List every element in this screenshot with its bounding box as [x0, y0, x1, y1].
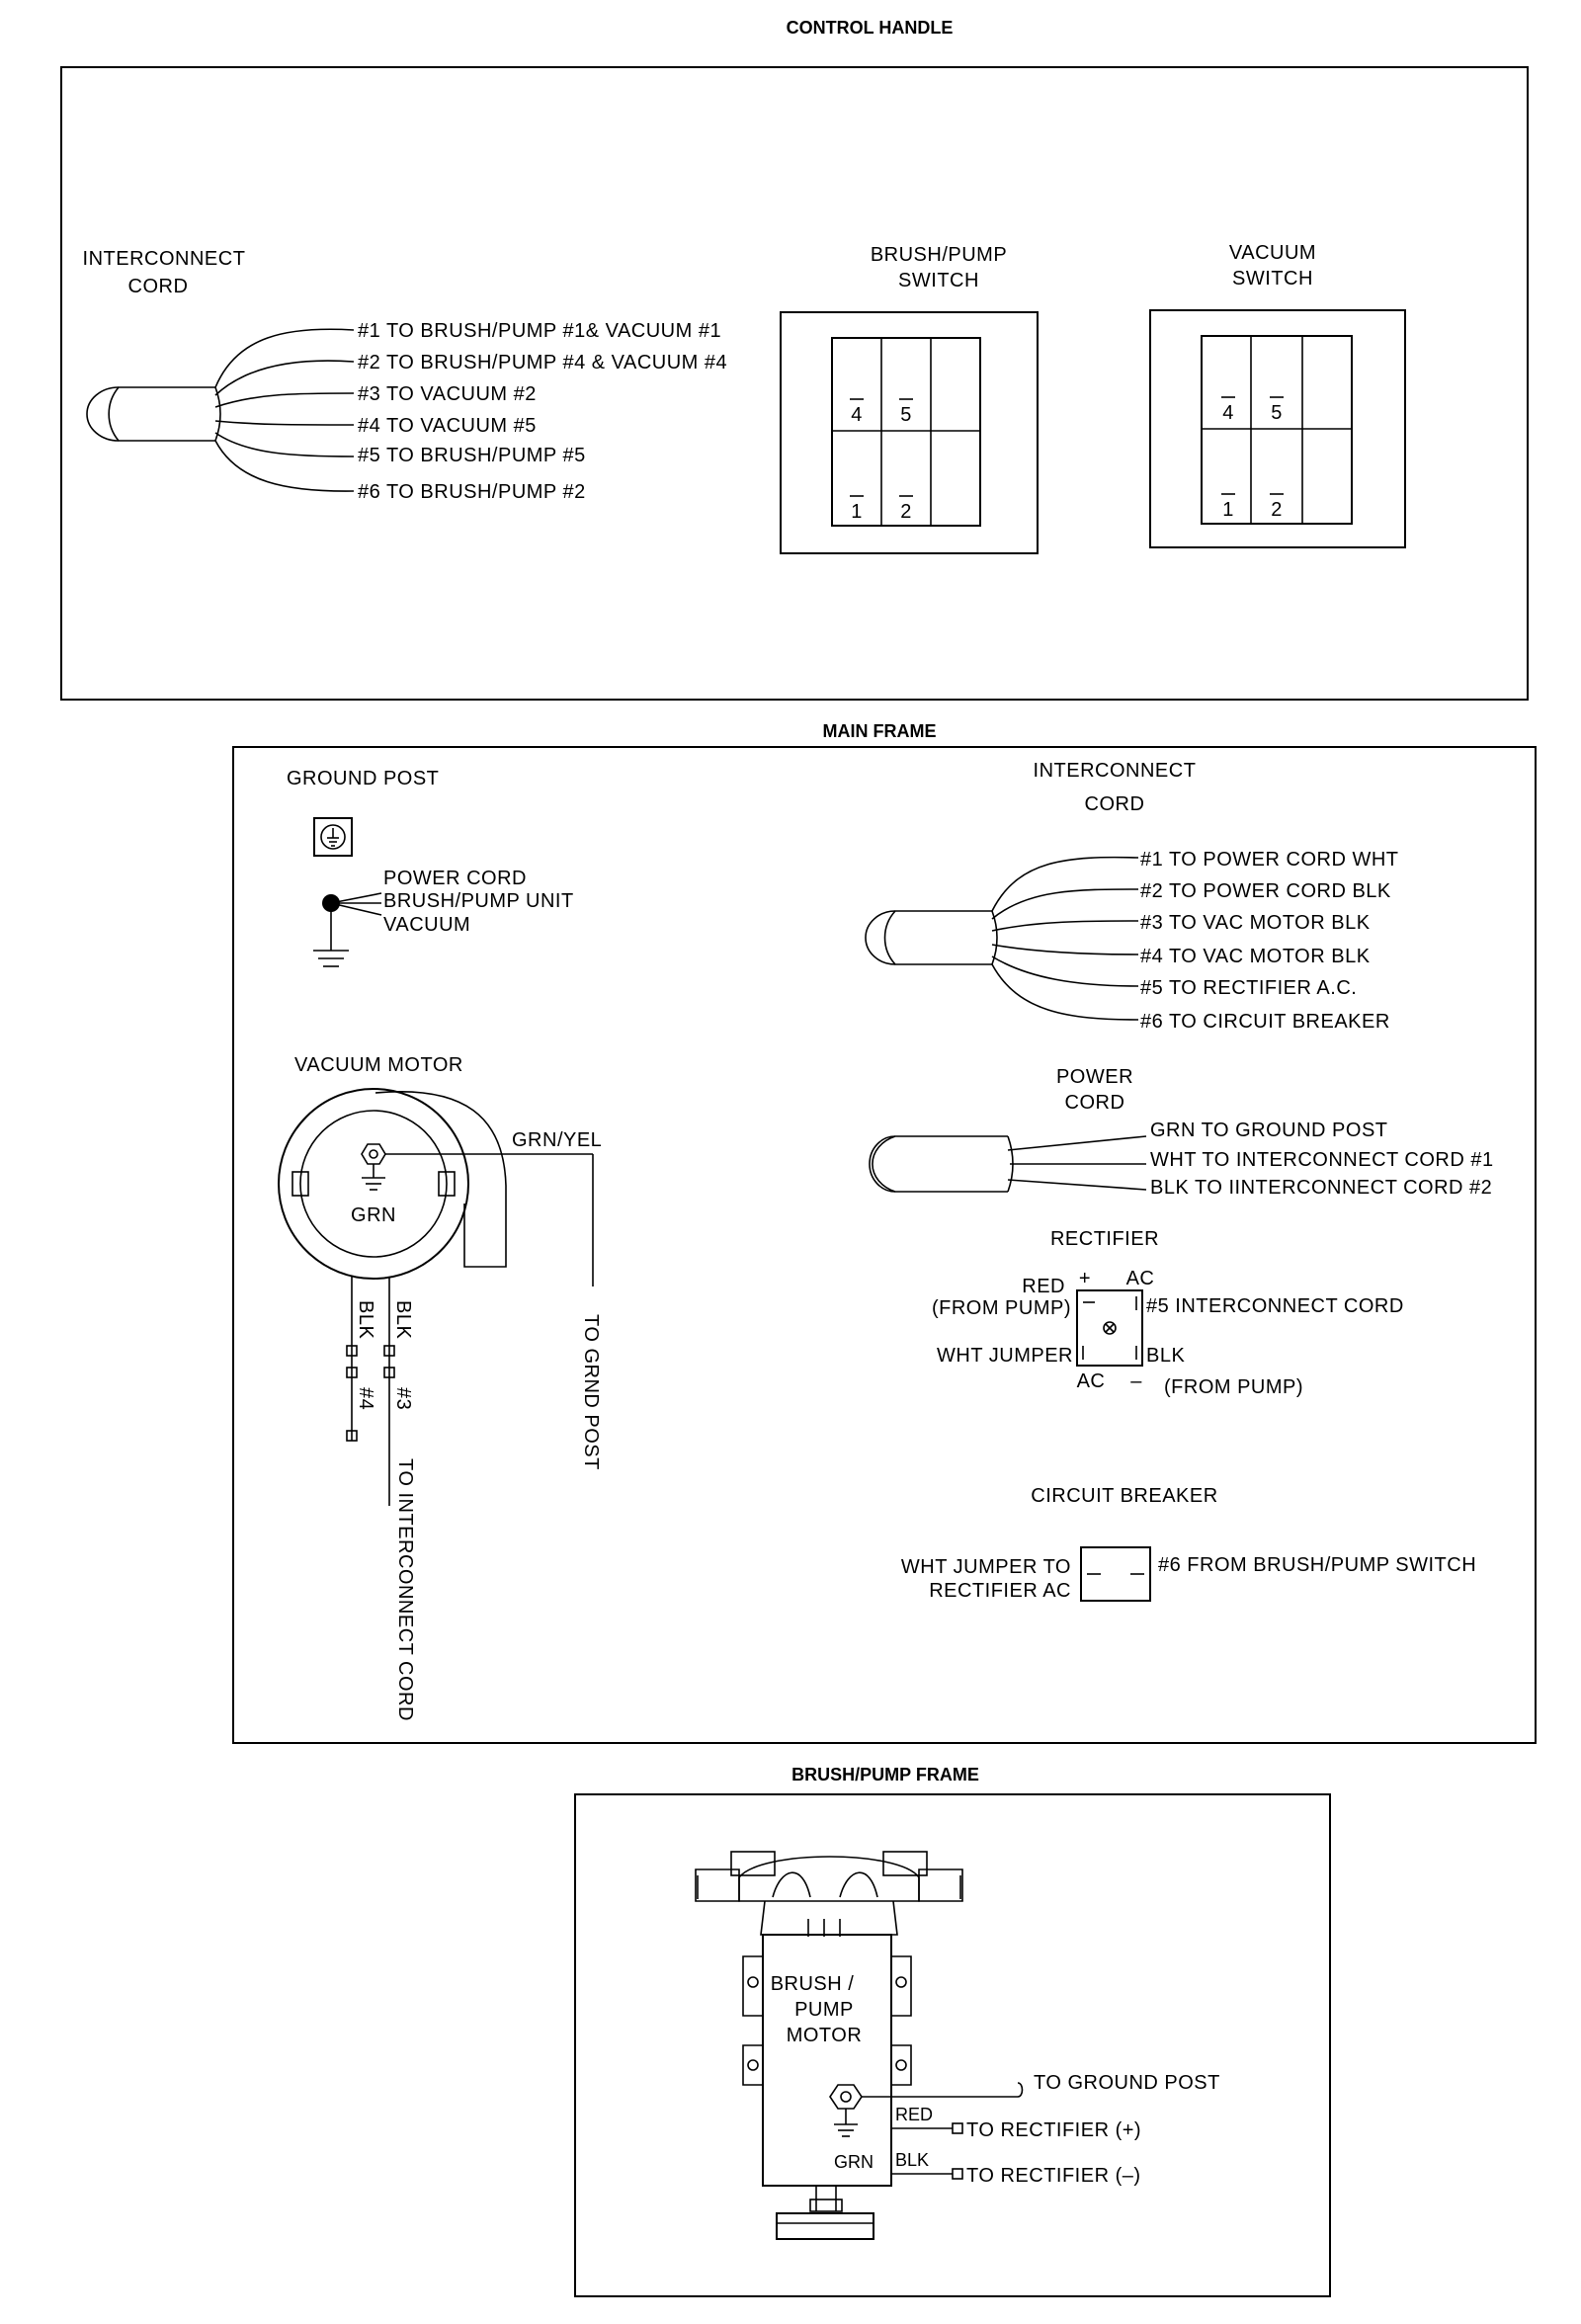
- svg-text:+: +: [1078, 1268, 1092, 1289]
- svg-text:GRN/YEL: GRN/YEL: [512, 1129, 603, 1151]
- svg-text:TO RECTIFIER (+): TO RECTIFIER (+): [966, 2119, 1142, 2141]
- svg-text:RECTIFIER AC: RECTIFIER AC: [929, 1580, 1071, 1602]
- brush-pump-switch: [781, 244, 1038, 553]
- svg-text:BLK: BLK: [895, 2150, 930, 2170]
- svg-text:GROUND POST: GROUND POST: [287, 768, 440, 789]
- control-handle-cord-icon: [87, 329, 354, 491]
- svg-text:CORD: CORD: [1064, 1092, 1125, 1114]
- svg-text:–: –: [1130, 1370, 1142, 1392]
- svg-text:PUMP: PUMP: [794, 1999, 854, 2021]
- pc-wire-2: WHT TO INTERCONNECT CORD #1: [1150, 1149, 1494, 1171]
- svg-text:VACUUM: VACUUM: [1228, 242, 1317, 264]
- svg-text:RECTIFIER: RECTIFIER: [1049, 1228, 1160, 1250]
- svg-text:#3: #3: [392, 1387, 414, 1411]
- ch-wire-6: #6 TO BRUSH/PUMP #2: [358, 481, 586, 503]
- svg-text:1: 1: [851, 501, 863, 523]
- svg-text:POWER: POWER: [1055, 1066, 1134, 1088]
- mf-wire-1: #1 TO POWER CORD WHT: [1140, 849, 1399, 871]
- mf-wire-6: #6 TO CIRCUIT BREAKER: [1140, 1011, 1390, 1033]
- svg-text:AC: AC: [1076, 1370, 1106, 1392]
- svg-text:SWITCH: SWITCH: [1232, 268, 1313, 290]
- vacuum-switch: [1150, 242, 1405, 547]
- svg-text:5: 5: [900, 404, 912, 426]
- section-title-brush-pump-frame: BRUSH/PUMP FRAME: [791, 1765, 979, 1784]
- circuit-breaker: [901, 1485, 1476, 1602]
- svg-text:4: 4: [851, 404, 863, 426]
- svg-text:BRUSH/PUMP UNIT: BRUSH/PUMP UNIT: [383, 890, 574, 912]
- mf-wire-2: #2 TO POWER CORD BLK: [1140, 880, 1391, 902]
- svg-text:CORD: CORD: [127, 276, 189, 297]
- svg-text:MOTOR: MOTOR: [786, 2025, 863, 2046]
- svg-text:1: 1: [1222, 499, 1234, 521]
- svg-text:2: 2: [1271, 499, 1283, 521]
- rectifier: [932, 1228, 1404, 1398]
- pc-wire-3: BLK TO IINTERCONNECT CORD #2: [1150, 1177, 1493, 1199]
- svg-text:(FROM PUMP): (FROM PUMP): [931, 1297, 1071, 1319]
- svg-text:POWER CORD: POWER CORD: [383, 868, 527, 889]
- svg-text:4: 4: [1222, 402, 1234, 424]
- svg-text:CIRCUIT BREAKER: CIRCUIT BREAKER: [1031, 1485, 1218, 1507]
- svg-text:SWITCH: SWITCH: [898, 270, 979, 291]
- svg-text:RED: RED: [895, 2105, 934, 2124]
- svg-text:INTERCONNECT: INTERCONNECT: [82, 248, 246, 270]
- svg-text:AC: AC: [1125, 1268, 1155, 1289]
- ch-wire-3: #3 TO VACUUM #2: [358, 383, 537, 405]
- pc-wire-1: GRN TO GROUND POST: [1150, 1120, 1388, 1141]
- section-title-main-frame: MAIN FRAME: [822, 721, 937, 741]
- svg-text:TO INTERCONNECT CORD: TO INTERCONNECT CORD: [394, 1458, 416, 1721]
- mf-wire-5: #5 TO RECTIFIER A.C.: [1140, 977, 1358, 999]
- svg-text:2: 2: [900, 501, 912, 523]
- svg-text:CORD: CORD: [1084, 793, 1145, 815]
- ground-post: [287, 768, 574, 966]
- svg-text:TO RECTIFIER (–): TO RECTIFIER (–): [966, 2165, 1141, 2187]
- svg-text:#6 FROM BRUSH/PUMP SWITCH: #6 FROM BRUSH/PUMP SWITCH: [1158, 1554, 1477, 1576]
- svg-text:BLK: BLK: [1146, 1345, 1186, 1367]
- svg-text:WHT JUMPER: WHT JUMPER: [937, 1345, 1073, 1367]
- svg-text:BLK: BLK: [355, 1300, 376, 1340]
- ch-wire-2: #2 TO BRUSH/PUMP #4 & VACUUM #4: [358, 352, 728, 374]
- control-handle-panel: [61, 67, 1528, 700]
- main-interconnect-cord: [866, 760, 1399, 1033]
- svg-text:5: 5: [1271, 402, 1283, 424]
- svg-text:BRUSH /: BRUSH /: [770, 1973, 855, 1995]
- svg-text:GRN: GRN: [834, 2152, 874, 2172]
- svg-text:#4: #4: [355, 1387, 376, 1411]
- vacuum-motor: [279, 1054, 602, 1721]
- svg-text:#5 INTERCONNECT CORD: #5 INTERCONNECT CORD: [1146, 1295, 1404, 1317]
- svg-text:BLK: BLK: [392, 1300, 414, 1340]
- svg-text:GRN: GRN: [351, 1204, 396, 1226]
- svg-text:WHT JUMPER TO: WHT JUMPER TO: [900, 1556, 1071, 1578]
- svg-text:TO GRND POST: TO GRND POST: [580, 1314, 602, 1470]
- svg-text:(FROM PUMP): (FROM PUMP): [1164, 1376, 1304, 1398]
- svg-text:VACUUM MOTOR: VACUUM MOTOR: [294, 1054, 463, 1076]
- mf-wire-3: #3 TO VAC MOTOR BLK: [1140, 912, 1371, 934]
- section-title-control-handle: CONTROL HANDLE: [786, 18, 954, 38]
- ch-wire-1: #1 TO BRUSH/PUMP #1& VACUUM #1: [358, 320, 722, 342]
- svg-text:TO GROUND POST: TO GROUND POST: [1034, 2072, 1220, 2094]
- svg-text:RED: RED: [1022, 1276, 1065, 1297]
- svg-text:INTERCONNECT: INTERCONNECT: [1033, 760, 1197, 782]
- svg-text:BRUSH/PUMP: BRUSH/PUMP: [870, 244, 1008, 266]
- control-handle-wire-labels: [358, 320, 727, 503]
- svg-text:VACUUM: VACUUM: [383, 914, 471, 936]
- power-cord: [870, 1066, 1494, 1199]
- ch-wire-5: #5 TO BRUSH/PUMP #5: [358, 445, 586, 466]
- control-handle-cord-label: [83, 248, 246, 297]
- mf-wire-4: #4 TO VAC MOTOR BLK: [1140, 946, 1371, 967]
- brush-pump-motor: [696, 1852, 1220, 2239]
- ch-wire-4: #4 TO VACUUM #5: [358, 415, 537, 437]
